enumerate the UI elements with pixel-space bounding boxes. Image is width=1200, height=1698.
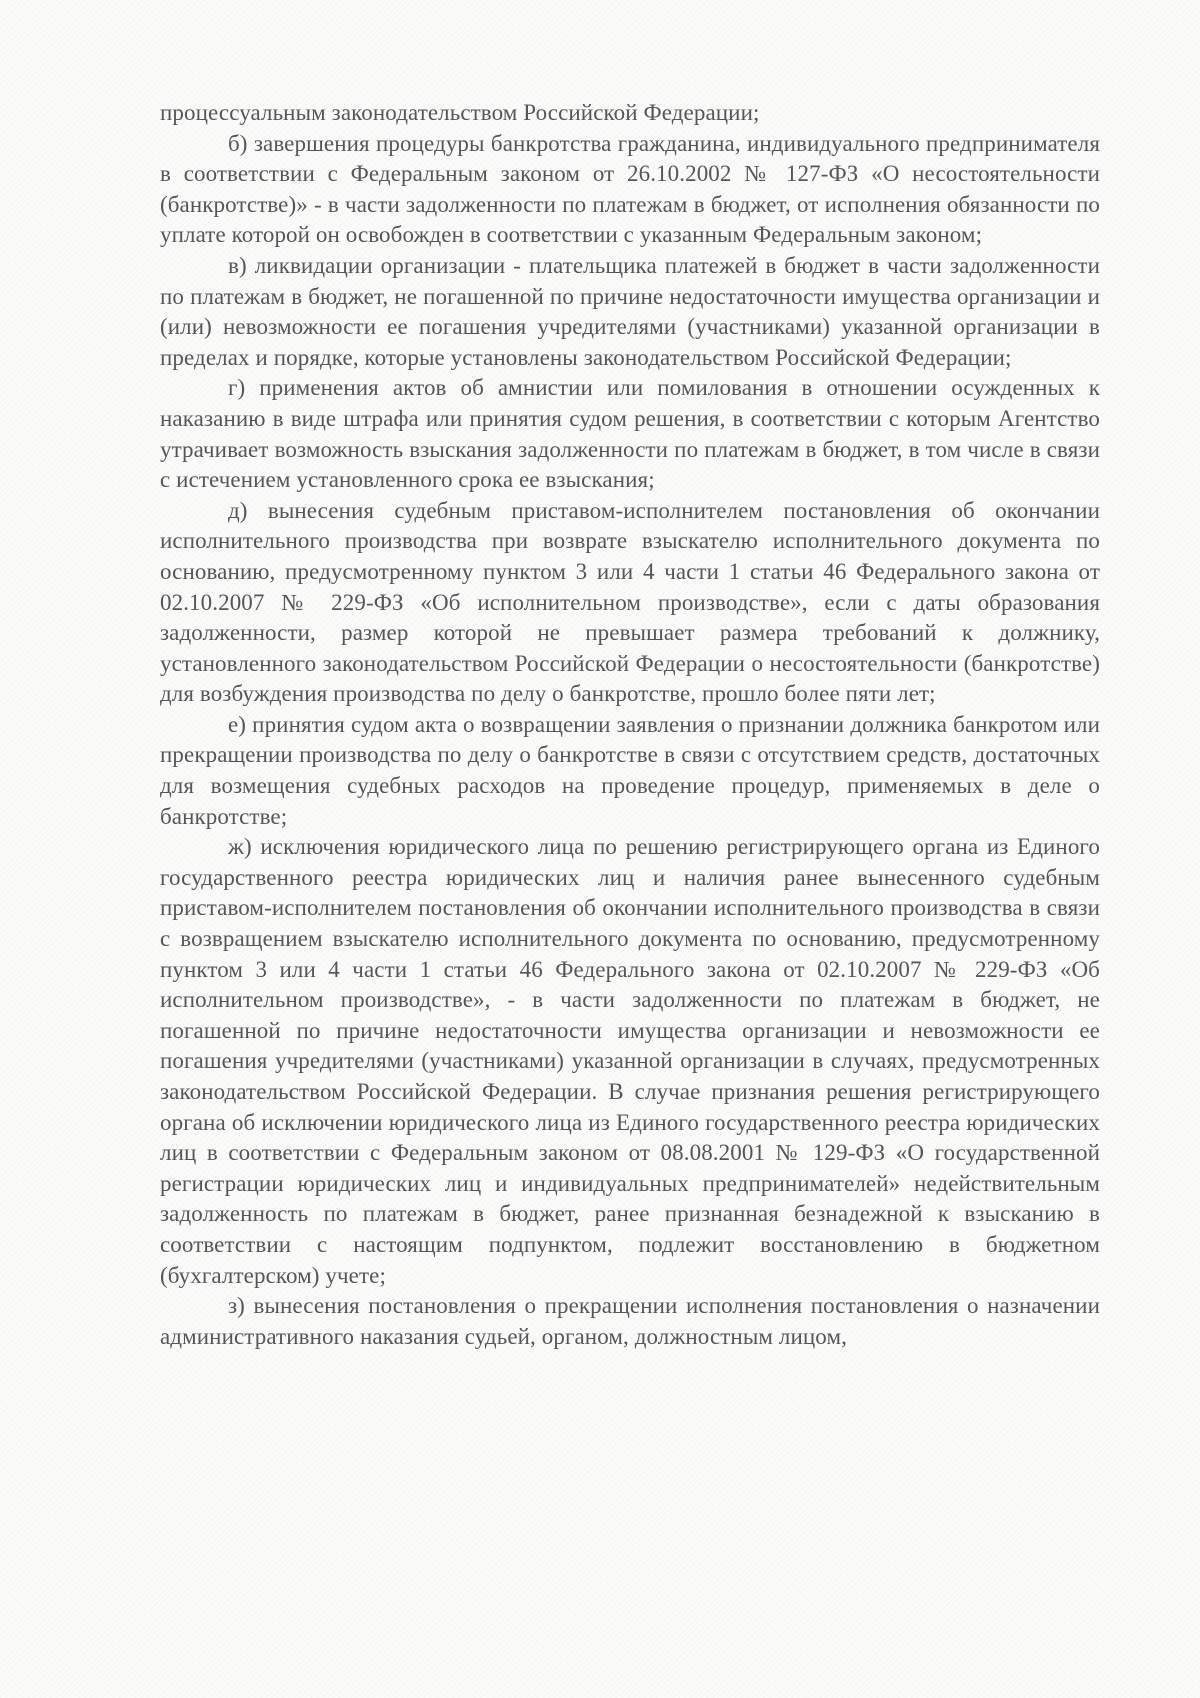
paragraph-g: г) применения актов об амнистии или помилования в отношении осужденных к наказанию в виде штрафа или принятия судом решения, в соответствии с которым Агентство утрачивает возможность взыскания задолженности по платежам в бюджет, в том числе в связи с истечением установленного срока ее взыскания; [160,375,1100,493]
paragraph-e: е) принятия судом акта о возвращении заявления о признании должника банкротом или прекращении производства по делу о банкротстве в связи с отсутствием средств, достаточных для возмещения судебных расходов на проведение процедур, применяемых в деле о банкротстве; [160,711,1100,829]
paragraph-d: д) вынесения судебным приставом-исполнителем постановления об окончании исполнительного производства при возврате взыскателю исполнительного документа по основанию, предусмотренному пунктом 3 или 4 части 1 статьи 46 Федерального закона от 02.10.2007 № 229-ФЗ «Об исполнительном производстве», если с даты образования задолженности, размер которой не превышает размера требований к должнику, установленного законодательством Российской Федерации о несостоятельности (банкротстве) для возбуждения производства по делу о банкротстве, прошло более пяти лет; [160,497,1100,707]
paragraph-zh: ж) исключения юридического лица по решению регистрирующего органа из Единого государственного реестра юридических лиц и наличия ранее вынесенного судебным приставом-исполнителем постановления об окончании исполнительного производства в связи с возвращением взыскателю исполнительного документа по основанию, предусмотренному пунктом 3 или 4 части 1 статьи 46 Федерального закона от 02.10.2007 № 229-ФЗ «Об исполнительном производстве», - в части задолженности по платежам в бюджет, не погашенной по причине недостаточности имущества организации и невозможности ее погашения учредителями (участниками) указанной организации в случаях, предусмотренных законодательством Российской Федерации. В случае признания решения регистрирующего органа об исключении юридического лица из Единого государственного реестра юридических лиц в соответствии с Федеральным законом от 08.08.2001 № 129-ФЗ «О государственной регистрации юридических лиц и индивидуальных предпринимателей» недействительным задолженность по платежам в бюджет, ранее признанная безнадежной к взысканию в соответствии с настоящим подпунктом, подлежит восстановлению в бюджетном (бухгалтерском) учете; [160,834,1100,1288]
paragraph-v: в) ликвидации организации - плательщика платежей в бюджет в части задолженности по платежам в бюджет, не погашенной по причине недостаточности имущества организации и (или) невозможности ее погашения учредителями (участниками) указанной организации в пределах и порядке, которые установлены законодательством Российской Федерации; [160,252,1100,370]
document-page [160,98,1100,1352]
paragraph-z: з) вынесения постановления о прекращении исполнения постановления о назначении административного наказания судьей, органом, должностным лицом, [160,1293,1100,1349]
paragraph-continuation: процессуальным законодательством Российской Федерации; [160,100,760,125]
paragraph-b: б) завершения процедуры банкротства гражданина, индивидуального предпринимателя в соответствии с Федеральным законом от 26.10.2002 № 127-ФЗ «О несостоятельности (банкротстве)» - в части задолженности по платежам в бюджет, от исполнения обязанности по уплате которой он освобожден в соответствии с указанным Федеральным законом; [160,130,1100,248]
